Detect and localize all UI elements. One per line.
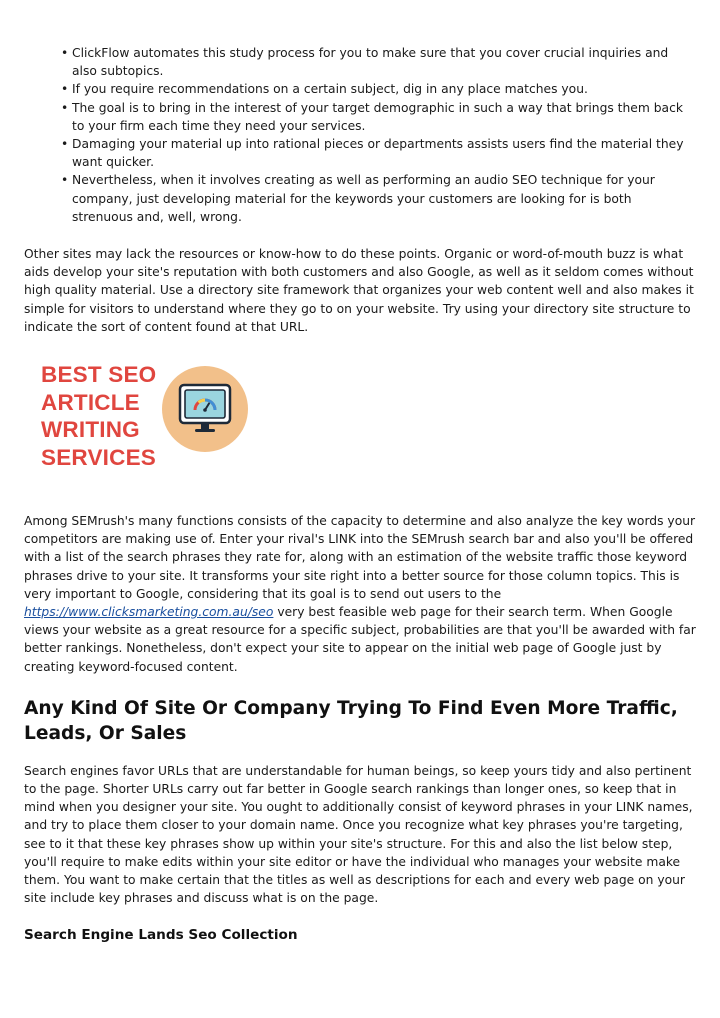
banner-line: BEST SEO	[41, 362, 157, 388]
bullet-item: • ClickFlow automates this study process for you to make sure that you cover crucial inquiries and also subtopics.	[72, 44, 696, 80]
bullet-item: • Nevertheless, when it involves creating as well as performing an audio SEO technique for your company, just developing material for the keywords your customers are looking for is both strenuous and, well, wrong.	[72, 171, 696, 226]
bullet-item: • Damaging your material up into rational pieces or departments assists users find the material they want quicker.	[72, 135, 696, 171]
bullet-item: • The goal is to bring in the interest of your target demographic in such a way that brings them back to your firm each time they need your services.	[72, 99, 696, 135]
paragraph-urls: Search engines favor URLs that are understandable for human beings, so keep yours tidy and also pertinent to the page. Shorter URLs carry out far better in Google search rankings than longer ones, so keep that in mind when you designer your site. You ought to additionally consist of keyword phrases in your LINK names, and try to place them closer to your domain name. Once you recognize what key phrases you're targeting, see to it that these key phrases show up within your site's structure. For this and also the list below step, you'll require to make edits within your site editor or have the individual who manages your website make them. You want to make certain that the titles as well as descriptions for each and every web page on your site include key phrases and discuss what is on the page.	[24, 763, 693, 906]
sub-heading: Search Engine Lands Seo Collection	[24, 926, 298, 943]
banner-line: SERVICES	[41, 444, 156, 470]
banner-line: WRITING	[41, 417, 140, 443]
monitor-gauge-icon	[162, 366, 248, 452]
bullet-item: • If you require recommendations on a certain subject, dig in any place matches you.	[72, 80, 696, 98]
paragraph-text: Among SEMrush's many functions consists of the capacity to determine and also analyze the key words your competitors are making use of. Enter your rival's LINK into the SEMrush search bar and also you'll be offered with a list of the search phrases they rate for, along with an estimation of the website traffic those keyword phrases drive to your site. It transforms your site right into a better source for those column topics. This is very important to Google, considering that its goal is to send out users to the	[24, 514, 696, 601]
bullet-list	[24, 44, 696, 226]
banner-title	[41, 361, 156, 471]
document-content	[24, 44, 696, 945]
seo-services-banner	[24, 336, 696, 512]
paragraph-directory-structure: Other sites may lack the resources or know-how to do these points. Organic or word-of-mouth buzz is what aids develop your site's reputation with both customers and also Google, as well as it seldom comes without high quality material. Use a directory site framework that organizes your web content well and also makes it simple for visitors to understand where they go to on your website. Try using your directory site structure to indicate the sort of content found at that URL.	[24, 247, 694, 334]
monitor-badge	[162, 366, 248, 452]
paragraph-semrush	[24, 512, 696, 676]
clicksmarketing-link[interactable]: https://www.clicksmarketing.com.au/seo	[24, 605, 274, 620]
paragraph-text: very best feasible web page for their search term. When Google views your website as a great resource for a specific subject, probabilities are that you'll be awarded with far better rankings. Nonetheless, don't expect your site to appear on the initial web page of Google just by creating keyword-focused content.	[24, 605, 696, 674]
section-heading: Any Kind Of Site Or Company Trying To Find Even More Traffic, Leads, Or Sales	[24, 697, 678, 744]
banner-line: ARTICLE	[41, 389, 140, 415]
